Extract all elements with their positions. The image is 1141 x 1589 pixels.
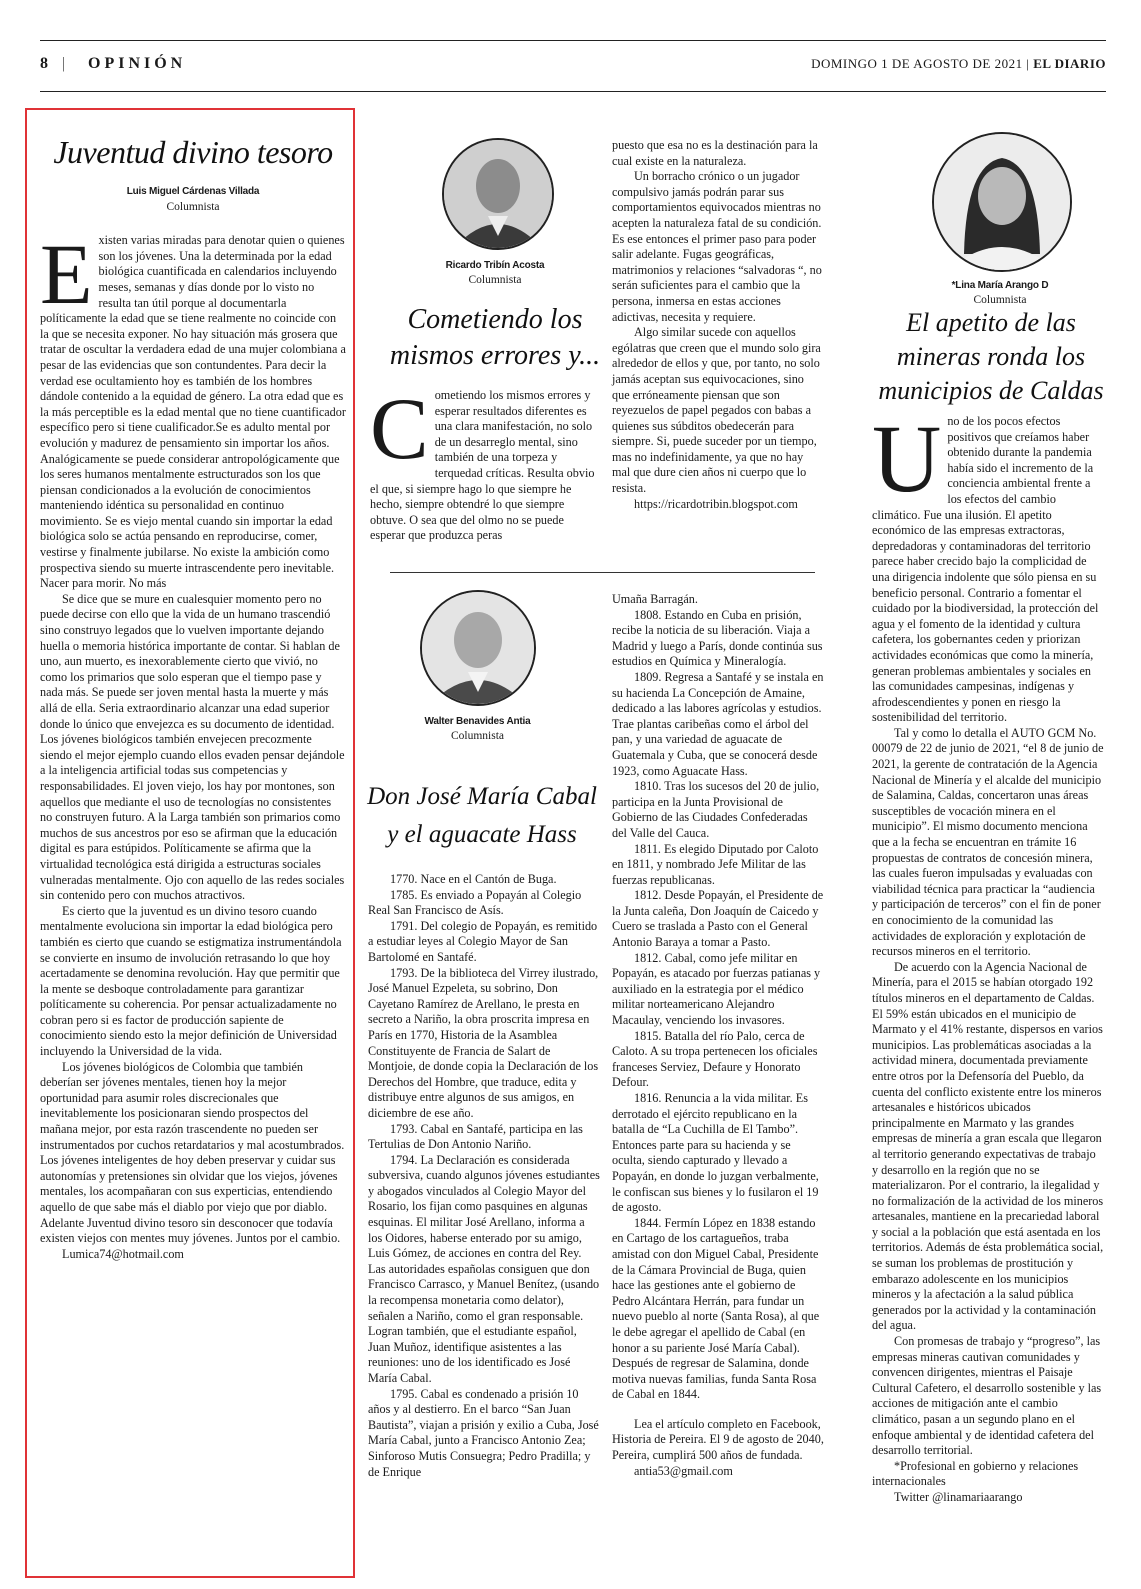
- author-role: Columnista: [166, 200, 220, 213]
- article-paragraph: puesto que esa no es la destinación para la cual existe en la naturaleza.: [612, 138, 818, 168]
- author-blog-link[interactable]: https://ricardotribin.blogspot.com: [634, 496, 798, 511]
- header-separator: |: [62, 55, 66, 72]
- drop-cap: E: [40, 226, 93, 323]
- article-paragraph: no de los pocos efectos positivos que creíamos haber obtenido durante la pandemia había sido el incremento de la conciencia ambiental frente a los efectos del cambio climático. Fue una ilusión. El apetito económico de las empresas extractoras, depredadoras y contaminadoras del territorio parece haber crecido bajo la complicidad de una dirigencia indolente que sólo piensa en su beneficio personal. Contrario a fomentar el cuidado por la biodiversidad, la protección del agua y el fomento de la identidad y cultura cafetera, los gobernantes ceden y priorizan actividades económicas que como la minería, generan problemas ambientales y sociales en las comunidades campesinas, indígenas y afrodescendientes y ponen en riesgo la sostenibilidad del territorio.: [872, 414, 1099, 725]
- author-role-walter: Columnista: [450, 730, 505, 742]
- article-cabal-col1: [368, 872, 600, 1480]
- timeline-entry: 1844. Fermín López en 1838 estando en Cartago de los cartagueños, traba amistad con don Miguel Cabal, Presidente de la Cámara Provincial de Buga, quien hace las gestiones ante el gobierno de Pedro Alcántara Herrán, para fundar un nuevo pueblo al norte (Santa Rosa), al que le debe agregar el apellido de Cabal (en honor a su pariente José María Cabal). Después de regresar de Salamina, donde motiva nuevas familias, funda Santa Rosa de Cabal en 1844.: [612, 1215, 820, 1402]
- portrait-icon: [934, 134, 1070, 270]
- timeline-entry: 1791. Del colegio de Popayán, es remitido a estudiar leyes al Colegio Mayor de San Bartolomé en Santafé.: [368, 918, 598, 964]
- author-email: Lumica74@hotmail.com: [62, 1246, 184, 1261]
- author-name: Luis Miguel Cárdenas Villada: [126, 186, 260, 197]
- timeline-entry: 1793. Cabal en Santafé, participa en las Tertulias de Don Antonio Nariño.: [368, 1121, 583, 1152]
- author-name-walter: Walter Benavides Antia: [424, 716, 531, 727]
- drop-cap: U: [872, 405, 942, 512]
- timeline-entry: 1793. De la biblioteca del Virrey ilustrado, José Manuel Ezpeleta, su sobrino, Don Cayetano Ramírez de Arellano, le presta en secreto a Nariño, la obra proscrita impresa en París en 1770, Historia de la Asamblea Constituyente de Francia de Salart de Montjoie, de donde copia la Declaración de los Derechos del Hombre, que traduce, edita y distribuye entre algunos de sus amigos, en diciembre de ese año.: [368, 965, 599, 1120]
- timeline-entry: 1809. Regresa a Santafé y se instala en su hacienda La Concepción de Amaine, dedicado a las labores agrícolas y estudios. Trae plantas caribeñas como el árbol del pan, y una variedad de aguacate de Guatemala y Cuba, que se conocerá desde 1923, como Aguacate Hass.: [612, 669, 824, 778]
- timeline-entry: 1812. Cabal, como jefe militar en Popayán, es atacado por fuerzas patianas y auxiliado en la estrategia por el médico militar norteamericano Alejandro Macaulay, venciendo los invasores.: [612, 950, 821, 1028]
- header-date: DOMINGO 1 DE AGOSTO DE 2021 | EL DIARIO: [811, 56, 1106, 71]
- article-paragraph: Un borracho crónico o un jugador compulsivo jamás podrán parar sus comportamientos equivocados mientras no acepten la naturaleza fatal de su condición. Es ese entonces el primer paso para poder salir adelante. Fugas geográficas, matrimonios y relaciones “salvadoras “, no serán suficientes para el cambio que la persona, inmersa en estas acciones adictivas, necesita y requiere.: [612, 169, 822, 324]
- article-title: Juventud divino tesoro: [53, 134, 333, 170]
- title-line: mineras ronda los: [896, 342, 1086, 371]
- drop-cap: C: [370, 381, 429, 478]
- title-line: El apetito de las: [906, 308, 1076, 337]
- section-name: OPINIÓN: [88, 55, 187, 72]
- timeline-entry: 1770. Nace en el Cantón de Buga.: [390, 872, 557, 886]
- issue-date: DOMINGO 1 DE AGOSTO DE 2021: [811, 56, 1023, 71]
- article-title-mineras: [860, 306, 1122, 408]
- closing-note: Lea el artículo completo en Facebook, Historia de Pereira. El 9 de agosto de 2040, Pereira, cumplirá 500 años de fundada.: [612, 1416, 824, 1463]
- portrait-icon: [444, 140, 552, 248]
- timeline-entry: 1815. Batalla del río Palo, cerca de Caloto. A su tropa pertenecen los oficiales franceses Serviez, Defaure y Honorato Defour.: [612, 1028, 818, 1090]
- timeline-entry: 1794. La Declaración es considerada subversiva, cuando algunos jóvenes estudiantes y abogados vinculados al Colegio Mayor del Rosario, los fijan como pasquines en algunas esquinas. El militar José Arellano, informa a los Oidores, haberse enterado por su amigo, Luis Gómez, de acciones en contra del Rey. Las autoridades españolas consiguen que don Francisco Carrasco, y Manuel Benítez, (usando la recompensa monetaria como delator), señalen a Nariño, como el gran responsable. Logran también, que el estudiante español, Juan Muñoz, identifique asistentes a las reuniones: uno de los identificado es José María Cabal.: [368, 1152, 600, 1385]
- portrait-icon: [422, 592, 534, 704]
- article-juventud: [40, 132, 346, 1262]
- article-paragraph: Con promesas de trabajo y “progreso”, las empresas mineras cautivan comunidades y convencen dirigentes, mientras el Paisaje Cultural Cafetero, el desarrollo sostenible y las acciones de mitigación ante el cambio climático, pasan a un segundo plano en el enfoque ambiental y de identidad cafetera del desarrollo territorial.: [872, 1334, 1102, 1458]
- paper-name: EL DIARIO: [1033, 56, 1106, 71]
- timeline-entry: 1812. Desde Popayán, el Presidente de la Junta caleña, Don Joaquín de Caicedo y Cuero se traslada a Pasto con el General Antonio Baraya a tomar a Pasto.: [612, 888, 824, 950]
- article-paragraph: Los jóvenes biológicos de Colombia que también deberían ser jóvenes mentales, tienen hoy la mejor oportunidad para asumir roles discrecionales que inevitablemente los posicionaran siendo prospectos del mañana mejor, por esta razón trascendente no pueden ser instrumentados por cuchos retardatarios y mal acostumbrados. Los jóvenes inteligentes de hoy deben preservar y cuidar sus autonomías y pretensiones sin olvidar que los viejos, jóvenes mentales, los acompañaran con sus experticias, entendiendo aquello de que sabe más el diablo por viejo que por diablo. Adelante Juventud divino tesoro sin desconocer que todavía existen viejos con mentes muy jóvenes. Juntos por el cambio.: [40, 1059, 345, 1246]
- author-photo-lina: [932, 132, 1072, 272]
- timeline-entry: 1795. Cabal es condenado a prisión 10 años y al destierro. En el barco “San Juan Bautista”, viajan a prisión y exilio a Cuba, José María Cabal, junto a Francisco Antonio Zea; Sinforoso Mutis Consuegra; Pedro Pradilla; y de Enrique: [368, 1386, 599, 1479]
- timeline-entry: 1811. Es elegido Diputado por Caloto en 1811, y nombrado Jefe Militar de las fuerzas republicanas.: [612, 841, 819, 887]
- article-paragraph: Algo similar sucede con aquellos ególatras que creen que el mundo solo gira alrededor de ellos y que, por tanto, no solo jamás aceptan sus equivocaciones, sino que erróneamente piensan que son reyezuelos de papel pegados con babas a quienes sus súbditos obedecerán para siempre. Si, puede suceder por un tiempo, mas no indefinidamente, ya que no hay mal que dure cien años ni cuerpo que lo resista.: [612, 325, 821, 496]
- timeline-entry: 1785. Es enviado a Popayán al Colegio Real San Francisco de Asís.: [368, 887, 582, 918]
- article-paragraph: xisten varias miradas para denotar quien o quienes son los jóvenes. Una la determinada por la edad biológica cuantificada en calendarios incluyendo meses, semanas y días donde por lo visto no resulta tan útil porque al documentarla políticamente la edad que se tiene realmente no coincide con la que se necesita exponer. No hay situación más grosera que tratar de oscultar la verdadera edad de una mujer colombiana a pesar de las evidencias que son contundentes. Para decir la verdad ese ocultamiento hoy es también de los hombres dándole contenido a la equidad de género. La otra edad que es la más perceptible es la edad mental que no tiene cuantificador específico pero si tiene cualificador.Se es adulto mental por evolución y madurez de pensamiento sin importar los años. Analógicamente se puede considerar antropológicamente que los seres humanos mentalmente estructurados son los que piensan condicionados a la evolución de conocimientos manteniendo idéntica su personalidad en continuo movimiento. Se es viejo mental cuando sin importar la edad biológica solo se actúa pensando en reproducirse, comer, vestirse y finalmente jubilarse. No existe la ambición como prospectiva siendo su muerte intrascendente pero inevitable. Nacer para morir. No más: [40, 233, 346, 591]
- article-paragraph: Es cierto que la juventud es un divino tesoro cuando mentalmente evoluciona sin importar la edad biológica pero también es cierto que cuando se estigmatiza instrumentándola se convierte en insumo de involución retrasando lo que hoy acertadamente se denomina revolución. Hay que permitir que la mente se desboque controladamente para garantizar políticamente su coherencia. Por pensar actualizadamente no cobran pero si es factor de producción sapiente de conocimiento siendo esto la mejor definición de Universidad incluyendo la Universidad de la vida.: [40, 903, 342, 1059]
- timeline-entry: 1816. Renuncia a la vida militar. Es derrotado el ejército republicano en la batalla de “La Cuchilla de El Tambo”. Entonces parte para su hacienda y se oculta, siendo capturado y llevado a Popayán, en donde lo juzgan verbalmente, le confiscan sus bienes y lo fusilaron el 19 de agosto.: [612, 1091, 819, 1215]
- author-photo-walter: [420, 590, 536, 706]
- article-cometiendo-col1: [370, 381, 602, 544]
- author-twitter[interactable]: Twitter @linamariaarango: [894, 1489, 1023, 1504]
- article-title-cabal: [362, 778, 602, 854]
- article-paragraph: De acuerdo con la Agencia Nacional de Minería, para el 2015 se habían otorgado 192 títulos mineros en el departamento de Caldas. El 59% están ubicados en el municipio de Marmato y el 41% restante, dispersos en varios municipios. Las problemáticas asociadas a la actividad minera, documentada previamente entre otros por la Defensoría del Pueblo, da cuenta del conflicto existente entre los mineros artesanales e históricos ubicados principalmente en Marmato y las grandes empresas de minería a gran escala que llegaron al territorio generando expectativas de trabajo y desarrollo en la región que no se materializaron. Por el contrario, la ilegalidad y no formalización de la actividad de los mineros artesanales, mantiene en la precariedad laboral y social a la población que está asentada en los territorios. Además de ésta problemática social, se suman los problemas de prostitución y embarazo adolescente en los municipios mineros y la afectación a la salud pública generados por la actividad y la contaminación del agua.: [872, 959, 1104, 1333]
- title-line: municipios de Caldas: [878, 376, 1104, 405]
- author-role-lina: Columnista: [973, 294, 1027, 306]
- article-cometiendo-col2: [612, 138, 824, 512]
- article-paragraph: Se dice que se mure en cualesquier momento pero no puede decirse con ello que la vida de un humano trascendió sino construyo legados que lo vuelven importante dejando huella o memoria histórica importante de contar. Si hablan de uno, aun muerto, es inexorablemente cierto que vivió, no como los primarios que solo esperan que el tiempo pase y nada más. Se puede ser joven mental hasta la muerte y más allá de ella. Seria extraordinario alcanzar una edad superior donde lo único que envejezca es su documento de identidad. Los jóvenes biológicos también envejecen precozmente siendo el mejor ejemplo cuando ellos evaden pensar dejándole a la inteligencia artificial todas sus competencias y responsabilidades. El joven viejo, los hay por montones, son aquellos que mediante el uso de tecnologías no consistentes no construyen futuro. A la Larga también son primarios como muchos de sus ancestros por eso se afirman que la educación digital es para estúpidos. Políticamente se afirma que la virtualidad tecnológica está dirigida a estructuras sociales vulneradas mentalmente. Ojo con aquello de las redes sociales sin contenido pero con muchos atractivos.: [40, 591, 345, 903]
- author-name-ricardo: Ricardo Tribín Acosta: [445, 260, 545, 271]
- article-title-cometiendo: [370, 302, 620, 374]
- author-note: *Profesional en gobierno y relaciones internacionales: [872, 1458, 1079, 1489]
- page-header: [40, 40, 1106, 92]
- timeline-entry: 1808. Estando en Cuba en prisión, recibe la noticia de su liberación. Viaja a Madrid y luego a París, donde continúa sus estudios en Química y Mineralogía.: [612, 607, 823, 669]
- author-email: antia53@gmail.com: [634, 1463, 733, 1478]
- timeline-entry: 1810. Tras los sucesos del 20 de julio, participa en la Junta Provisional de Gobierno de las Ciudades Confederadas del Valle del Cauca.: [612, 779, 820, 840]
- title-line: y el aguacate Hass: [387, 821, 577, 848]
- author-role-ricardo: Columnista: [468, 274, 522, 286]
- article-paragraph: ometiendo los mismos errores y esperar resultados diferentes es una clara manifestación, no solo de un desarreglo mental, sino también de una torpeza y terquedad críticas. Resulta obvio el que, si siempre hago lo que siempre he hecho, siempre obtendré lo que siempre obtuve. O sea que del olmo no se puede esperar que produzca peras: [370, 388, 595, 543]
- author-photo-ricardo: [442, 138, 554, 250]
- page-number: 8: [40, 55, 48, 72]
- article-mineras: [872, 405, 1104, 1506]
- article-cabal-col2: [612, 592, 824, 1479]
- section-divider: [390, 572, 815, 573]
- author-name-lina: *Lina María Arango D: [951, 280, 1049, 291]
- title-line: Don José María Cabal: [367, 783, 597, 810]
- article-paragraph: Tal y como lo detalla el AUTO GCM No. 00079 de 22 de junio de 2021, “el 8 de junio de 2021, la gerente de contratación de la Agencia Nacional de Minería y el alcalde del municipio de Salamina, Caldas, concertaron unas áreas susceptibles de vocación minera en el municipio”. El mismo documento menciona que a la fecha se encuentran en trámite 16 propuestas de contratos de concesión minera, las cuales fueron impulsadas y evaluadas con viabilidad técnica para practicar la “audiencia y participación de terceros” con el fin de poner en conocimiento de la comunidad las actividades de exploración y explotación de recursos mineros en el territorio.: [872, 725, 1104, 959]
- timeline-entry: Umaña Barragán.: [612, 592, 698, 606]
- title-line: mismos errores y...: [389, 340, 601, 371]
- title-line: Cometiendo los: [407, 304, 583, 335]
